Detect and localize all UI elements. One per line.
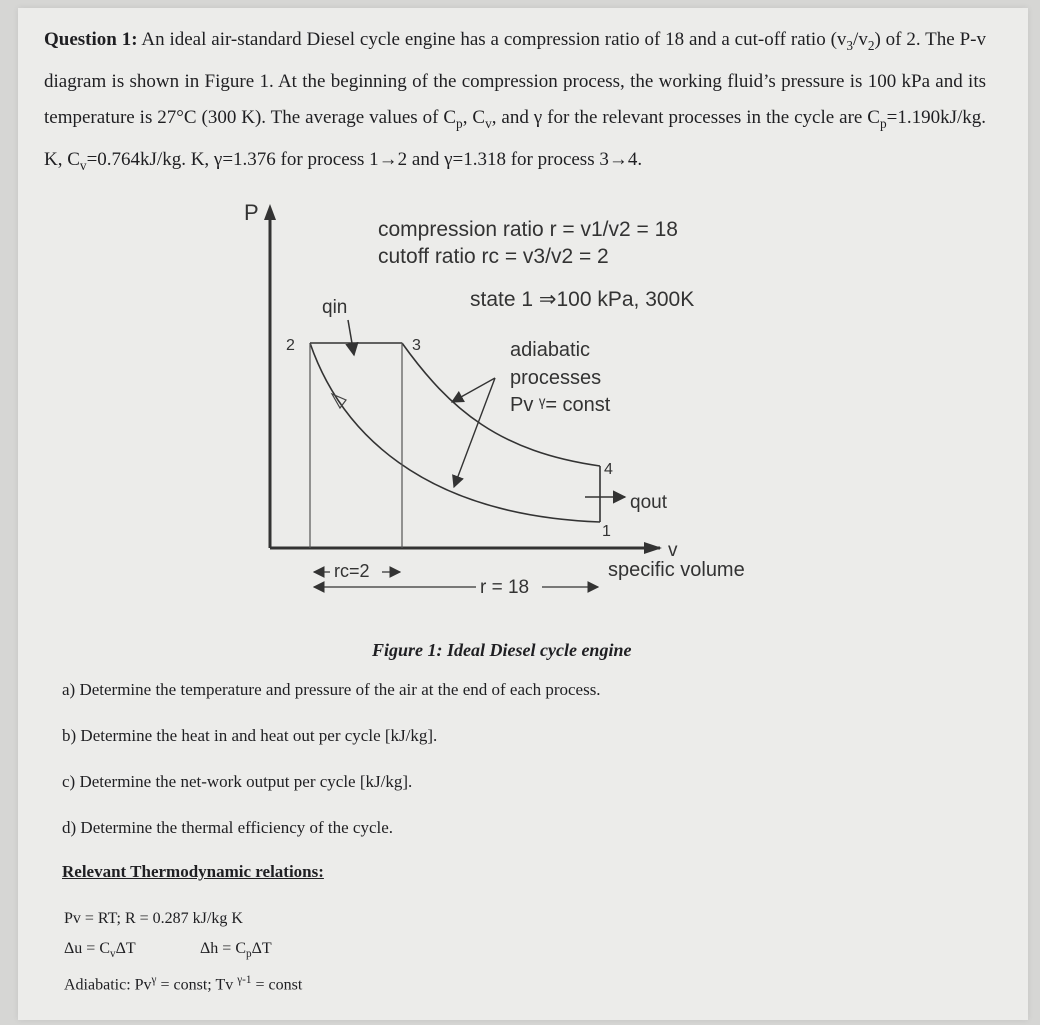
state-4-label: 4 bbox=[604, 461, 613, 478]
qin-label: qin bbox=[322, 297, 348, 318]
question-text: , C bbox=[462, 106, 486, 128]
question-text: , and γ for the relevant processes in the cycle are C bbox=[491, 106, 880, 128]
relation-text: Adiabatic: Pv bbox=[64, 976, 152, 994]
relation-dh bbox=[200, 940, 272, 960]
v-axis-label: v bbox=[668, 540, 678, 561]
pv-diagram bbox=[230, 190, 770, 610]
cutoff-ratio-label: cutoff ratio rc = v3/v2 = 2 bbox=[378, 245, 609, 268]
qin-arrow bbox=[348, 320, 354, 355]
state-1-label: state 1 ⇒100 kPa, 300K bbox=[470, 288, 695, 311]
subscript: 3 bbox=[846, 37, 854, 53]
compression-ratio-label: compression ratio r = v1/v2 = 18 bbox=[378, 218, 678, 241]
specific-volume-label: specific volume bbox=[608, 559, 745, 581]
p-axis-label: P bbox=[244, 200, 259, 225]
question-paragraph bbox=[44, 22, 986, 183]
subscript: p bbox=[245, 948, 252, 961]
subscript: p bbox=[456, 115, 463, 131]
state-1-point-label: 1 bbox=[602, 523, 611, 540]
state-2-label: 2 bbox=[286, 337, 295, 354]
relation-text: Δu = C bbox=[64, 940, 110, 957]
adiabatic-pointer-lower bbox=[454, 378, 495, 487]
subscript: v bbox=[485, 115, 492, 131]
state-3-label: 3 bbox=[412, 337, 421, 354]
relation-text: = const; Tv bbox=[156, 976, 238, 994]
adiabatic-label-2: processes bbox=[510, 367, 602, 389]
part-b: b) Determine the heat in and heat out per cycle [kJ/kg]. bbox=[62, 726, 438, 745]
r-dimension-label: r = 18 bbox=[480, 577, 530, 598]
relation-text: = const bbox=[251, 976, 303, 994]
figure-caption: Figure 1: Ideal Diesel cycle engine bbox=[372, 640, 632, 660]
subscript: v bbox=[109, 948, 116, 961]
question-text: /v bbox=[853, 29, 868, 50]
relation-text: ΔT bbox=[251, 940, 272, 957]
question-text: =1.190kJ/kg. K, C bbox=[44, 106, 986, 170]
adiabatic-pointer-upper bbox=[452, 378, 495, 402]
subscript: 2 bbox=[867, 37, 875, 53]
v-axis-arrow bbox=[644, 542, 662, 554]
adiabatic-label-3: Pv ᵞ= const bbox=[510, 394, 611, 416]
superscript: γ-1 bbox=[237, 974, 252, 986]
adiabatic-label-1: adiabatic bbox=[510, 339, 591, 361]
part-a: a) Determine the temperature and pressure of the air at the end of each process. bbox=[62, 680, 601, 699]
rc-dimension-label: rc=2 bbox=[334, 561, 370, 581]
subscript: p bbox=[879, 115, 887, 131]
qout-label: qout bbox=[630, 492, 667, 513]
relation-ideal-gas: Pv = RT; R = 0.287 kJ/kg K bbox=[64, 910, 243, 927]
question-text: =0.764kJ/kg. K, γ=1.376 for process 1→2 and γ=1.318 for process 3→4. bbox=[86, 148, 643, 170]
pv-diagram-svg bbox=[230, 190, 770, 610]
relations-heading: Relevant Thermodynamic relations: bbox=[62, 862, 324, 881]
superscript: γ bbox=[151, 974, 157, 986]
question-text: ) of 2. The P-v diagram is shown in Figure 1. At the beginning of the compression process, the working fluid’s pressure is 100 kPa and its temperature is 27°C (300 K). The average values of C bbox=[44, 29, 986, 128]
question-text: An ideal air-standard Diesel cycle engine has a compression ratio of 18 and a cut-off ratio (v bbox=[137, 29, 847, 50]
part-c: c) Determine the net-work output per cycle [kJ/kg]. bbox=[62, 772, 413, 791]
p-axis-arrow bbox=[264, 204, 276, 220]
subscript: v bbox=[79, 157, 87, 173]
relation-text: Δh = C bbox=[200, 940, 246, 957]
relation-du bbox=[64, 940, 136, 960]
part-d: d) Determine the thermal efficiency of the cycle. bbox=[62, 818, 394, 837]
relation-text: ΔT bbox=[115, 940, 136, 957]
question-label: Question 1: bbox=[44, 29, 138, 50]
relation-adiabatic bbox=[64, 974, 302, 994]
